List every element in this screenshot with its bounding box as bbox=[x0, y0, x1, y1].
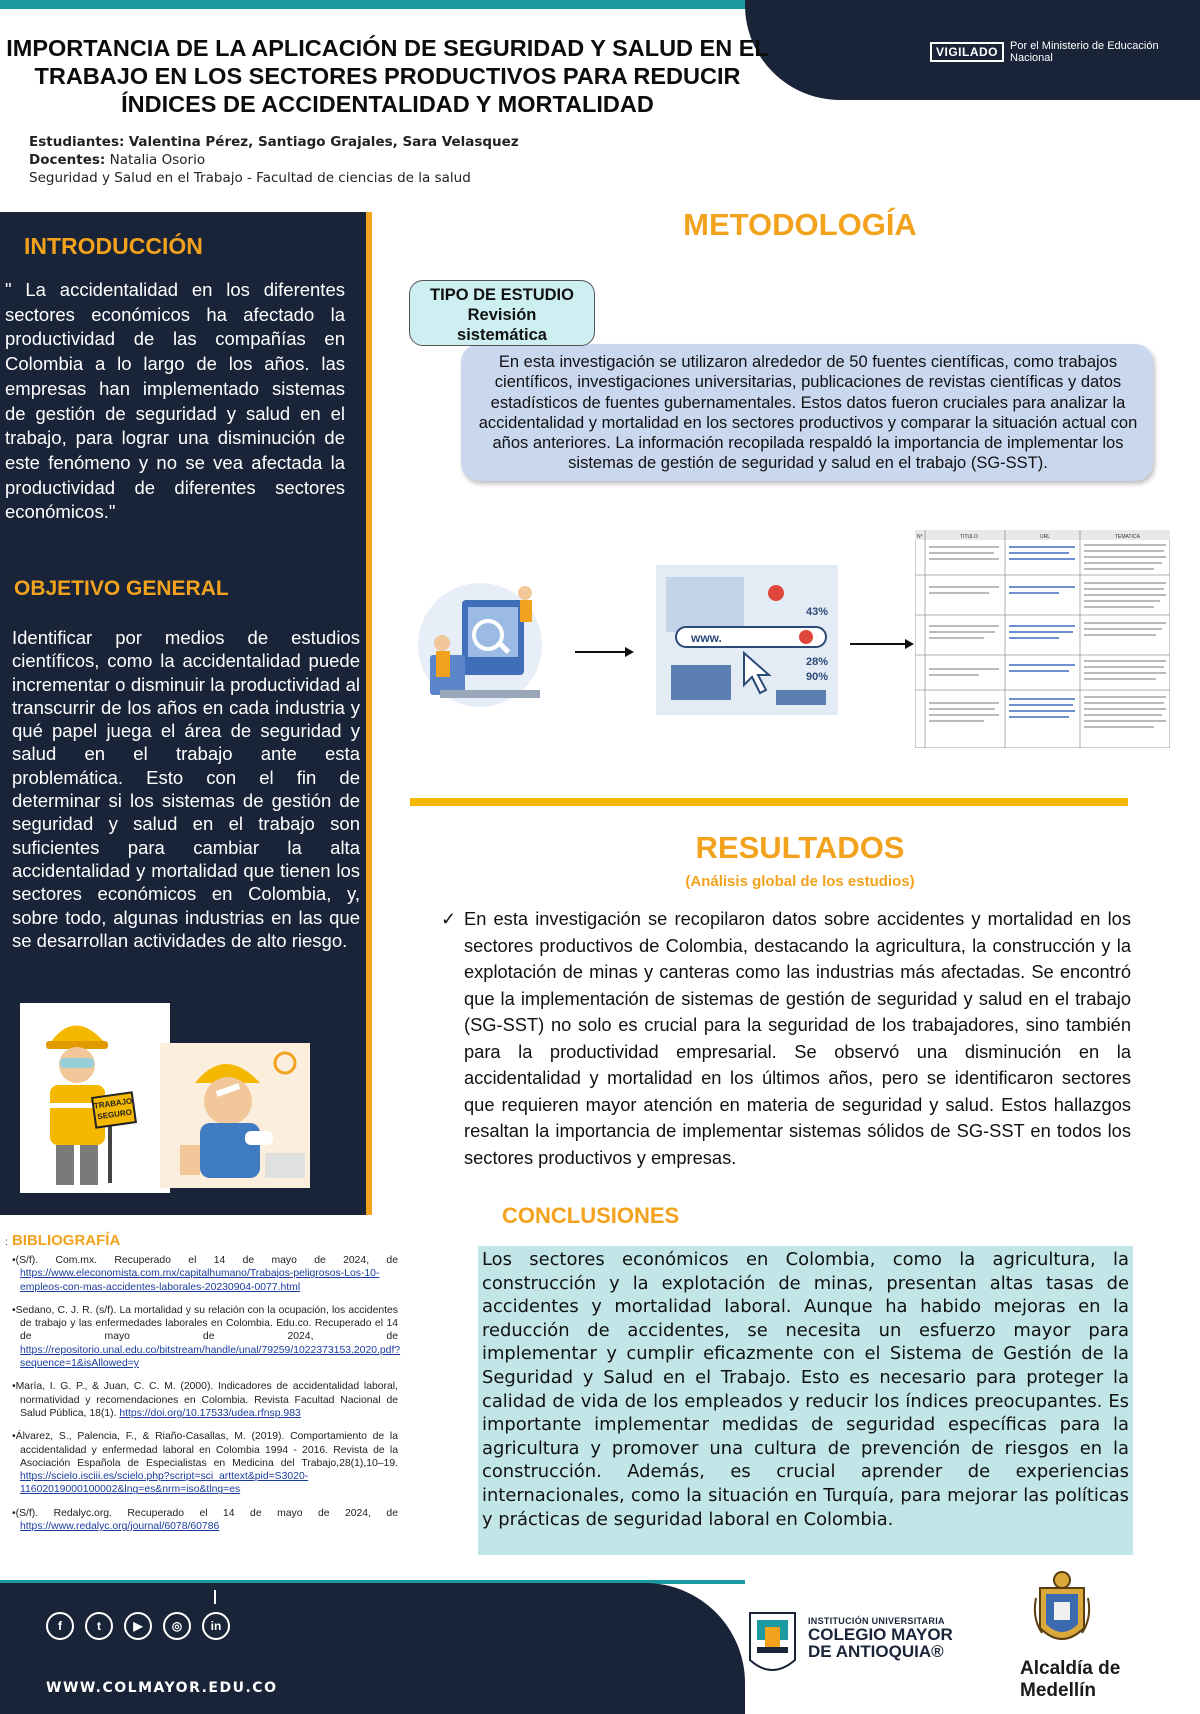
footer-divider bbox=[214, 1590, 216, 1604]
bib-entry-link[interactable]: https://scielo.isciii.es/scielo.php?script=sci_arttext&pid=S3020-11602019000100002&lng=es&nrm=iso&tlng=es bbox=[20, 1471, 309, 1496]
resultados-text: En esta investigación se recopilaron datos sobre accidentes y mortalidad en los sectores productivos de Colombia, destacando la agricultura, la construcción y la explotación de minas y canteras como las industrias más afectadas. Se encontró que la implementación de sistemas de gestión de seguridad y salud en el trabajo (SG-SST) no solo es crucial para la seguridad de los trabajadores, sino también para la productividad empresarial. Se observó una disminución en la accidentalidad y mortalidad en los últimos años, pero se identificaron sectores que requieren mayor atención en materia de seguridad y salud. Estos hallazgos resaltan la importancia de implementar sistemas sólidos de SG-SST en todos los sectores productivos y empresas. bbox=[464, 908, 1131, 1168]
bibliografia-heading-wrap bbox=[5, 1232, 120, 1249]
sources-table-thumbnail bbox=[915, 530, 1170, 748]
bib-entry bbox=[6, 1430, 398, 1496]
instagram-icon[interactable]: ◎ bbox=[163, 1612, 191, 1640]
bib-entry-link[interactable]: https://www.eleconomista.com.mx/capitalhumano/Trabajos-peligrosos-Los-10-empleos-con-mas-accidentes-laborales-20230904-0077.html bbox=[20, 1268, 380, 1293]
students-names: Valentina Pérez, Santiago Grajales, Sara Velasquez bbox=[128, 134, 519, 150]
alcaldia-seal-icon bbox=[1032, 1568, 1092, 1653]
bib-entry-link[interactable]: https://www.redalyc.org/journal/6078/60786 bbox=[20, 1521, 220, 1533]
introduccion-text: " La accidentalidad en los diferentes sectores económicos ha afectado la productividad de las compañías en Colombia a lo largo de los años. las empresas han implementado sistemas de gestión de seguridad y salud en el trabajo, para lograr una disminución de este fenómeno y no se vea afectada la productividad de diferentes sectores económicos." bbox=[5, 279, 345, 523]
metodologia-heading: METODOLOGÍA bbox=[683, 207, 917, 242]
table-header: TEMATICA bbox=[1115, 534, 1140, 540]
search-url-text: www. bbox=[691, 631, 722, 645]
tipo-estudio-box bbox=[409, 280, 595, 346]
section-divider bbox=[410, 798, 1128, 806]
bib-entry-text: •(S/f). Redalyc.org. Recuperado el 14 de mayo de 2024, de bbox=[12, 1507, 398, 1519]
vigilado-badge bbox=[930, 40, 1200, 64]
poster-title: IMPORTANCIA DE LA APLICACIÓN DE SEGURIDAD Y SALUD EN EL TRABAJO EN LOS SECTORES PRODUCTIVOS PARA REDUCIR ÍNDICES DE ACCIDENTALIDAD Y MORTALIDAD bbox=[6, 35, 769, 117]
resultados-subheading: (Análisis global de los estudios) bbox=[685, 873, 915, 890]
table-header: TITULO bbox=[960, 534, 978, 540]
linkedin-icon[interactable]: in bbox=[202, 1612, 230, 1640]
vigilado-tag: VIGILADO bbox=[930, 42, 1004, 62]
bib-entry-text: •Álvarez, S., Palencia, F., & Riaño-Casallas, M. (2019). Comportamiento de la accidentalidad y enfermedad laboral en Colombia 1994 - 2016. Revista de la Asociación Española de Especialistas en Medicina del Trabajo,28(1),10–19. bbox=[12, 1431, 398, 1469]
bib-entry bbox=[6, 1254, 398, 1294]
bibliografia-list bbox=[6, 1254, 401, 1543]
teachers-names: Natalia Osorio bbox=[109, 152, 206, 168]
introduccion-heading: INTRODUCCIÓN bbox=[24, 233, 203, 259]
objetivo-text: Identificar por medios de estudios científicos, como la accidentalidad puede incrementar o disminuir la productividad al transcurrir de los años en cada industria y qué papel juega el área de seguridad y salud en el trabajo ante esta problemática. Esto con el fin de determinar si los sistemas de gestión de seguridad y salud en el trabajo son suficientes para cambiar la alta accidentalidad y mortalidad que tienen los sectores económicos en Colombia, y, sobre todo, algunas industrias en las que se desarrollan actividades de alto riesgo. bbox=[12, 627, 360, 951]
teachers-label: Docentes: bbox=[29, 152, 106, 168]
bib-entry bbox=[6, 1304, 401, 1370]
bib-entry-text: •Sedano, C. J. R. (s/f). La mortalidad y su relación con la ocupación, los accidentes de trabajo y las enfermedades laborales en Colombia. Edu.co. Recuperado el 14 de mayo de 2024, de bbox=[12, 1304, 398, 1343]
twitter-icon[interactable]: t bbox=[85, 1612, 113, 1640]
resultados-heading: RESULTADOS bbox=[695, 830, 905, 865]
institution-line1: INSTITUCIÓN UNIVERSITARIA bbox=[808, 1616, 945, 1626]
metodologia-text: En esta investigación se utilizaron alrededor de 50 fuentes científicas, como trabajos científicos, investigaciones universitarias, publicaciones de revistas científicas y datos estadísticos de fuentes gubernamentales. Estos datos fueron cruciales para analizar la accidentalidad y mortalidad en los sectores productivos y comparar la situación actual con años anteriores. La información recopilada respaldó la importancia de implementar los sistemas de gestión de seguridad y salud en el trabajo (SG-SST). bbox=[478, 353, 1138, 473]
conclusiones-text: Los sectores económicos en Colombia, como la agricultura, la construcción y la explotación de minas, presentan altas tasas de accidentes y mortalidad laboral. Aunque ha habido mejoras en la reducción de accidentes, se necesita un esfuerzo mayor para implementar y cumplir eficazmente con el Sistema de Gestión de la Seguridad y Salud en el Trabajo. Esto es necesario para proteger la calidad de vida de los empleados y reducir los índices preocupantes. Es importante implementar medidas de seguridad específicas para la agricultura y promover una cultura de prevención de riesgos en la construcción. Además, es crucial aprender de experiencias internacionales, como la situación en Turquía, para mejorar las políticas y prácticas de seguridad laboral en Colombia. bbox=[482, 1249, 1129, 1530]
arrow-right-icon bbox=[850, 638, 915, 650]
students-label: Estudiantes: bbox=[29, 134, 125, 150]
tipo-estudio-value-2: sistemática bbox=[457, 326, 547, 344]
bib-entry-link[interactable]: https://repositorio.unal.edu.co/bitstream/handle/unal/79259/1022373153.2020.pdf?sequence=1&isAllowed=y bbox=[20, 1344, 401, 1370]
table-header: URL bbox=[1040, 534, 1051, 540]
research-illustration bbox=[400, 565, 560, 720]
program-line: Seguridad y Salud en el Trabajo - Facultad de ciencias de la salud bbox=[29, 170, 471, 186]
checkmark-icon: ✓ bbox=[441, 909, 457, 929]
alcaldia-name: Alcaldía de Medellín bbox=[1020, 1658, 1121, 1701]
tipo-estudio-value-1: Revisión bbox=[467, 306, 537, 324]
facebook-icon[interactable]: f bbox=[46, 1612, 74, 1640]
bib-entry bbox=[6, 1507, 398, 1534]
conclusiones-heading: CONCLUSIONES bbox=[502, 1203, 680, 1228]
bibliografia-heading: BIBLIOGRAFÍA bbox=[11, 1232, 121, 1249]
vigilado-text: Por el Ministerio de Educación Nacional bbox=[1010, 40, 1159, 64]
web-search-illustration bbox=[656, 565, 838, 715]
institution-line3: DE ANTIOQUIA® bbox=[808, 1642, 944, 1661]
search-stat-1: 43% bbox=[806, 606, 829, 618]
arrow-right-icon bbox=[575, 646, 635, 658]
bib-entry bbox=[6, 1380, 398, 1420]
bib-entry-text: •María, I. G. P., & Juan, C. C. M. (2000). Indicadores de accidentalidad laboral, normatividad y recomendaciones en Colombia. Revista Facultad Nacional de Salud Pública, 18(1). bbox=[12, 1381, 398, 1419]
bib-entry-text: •(S/f). Com.mx. Recuperado el 14 de mayo de 2024, de bbox=[12, 1255, 398, 1266]
objetivo-heading: OBJETIVO GENERAL bbox=[14, 577, 229, 600]
social-links bbox=[46, 1612, 230, 1640]
tipo-estudio-label: TIPO DE ESTUDIO bbox=[430, 286, 574, 304]
search-stat-2: 28% bbox=[806, 656, 829, 668]
table-header: N° bbox=[917, 534, 923, 540]
institution-line2: COLEGIO MAYOR bbox=[808, 1625, 953, 1644]
institution-name bbox=[808, 1616, 953, 1660]
workers-illustration bbox=[20, 1003, 375, 1193]
search-stat-3: 90% bbox=[806, 671, 829, 683]
authors-block bbox=[29, 133, 519, 187]
sign-line2: SEGURO bbox=[96, 1107, 133, 1122]
bibliografia-prefix: : bbox=[5, 1237, 8, 1248]
sign-line1: TRABAJO bbox=[93, 1096, 133, 1111]
website-link[interactable]: WWW.COLMAYOR.EDU.CO bbox=[46, 1680, 278, 1696]
youtube-icon[interactable]: ▶ bbox=[124, 1612, 152, 1640]
bib-entry-link[interactable]: https://doi.org/10.17533/udea.rfnsp.983 bbox=[119, 1407, 301, 1419]
